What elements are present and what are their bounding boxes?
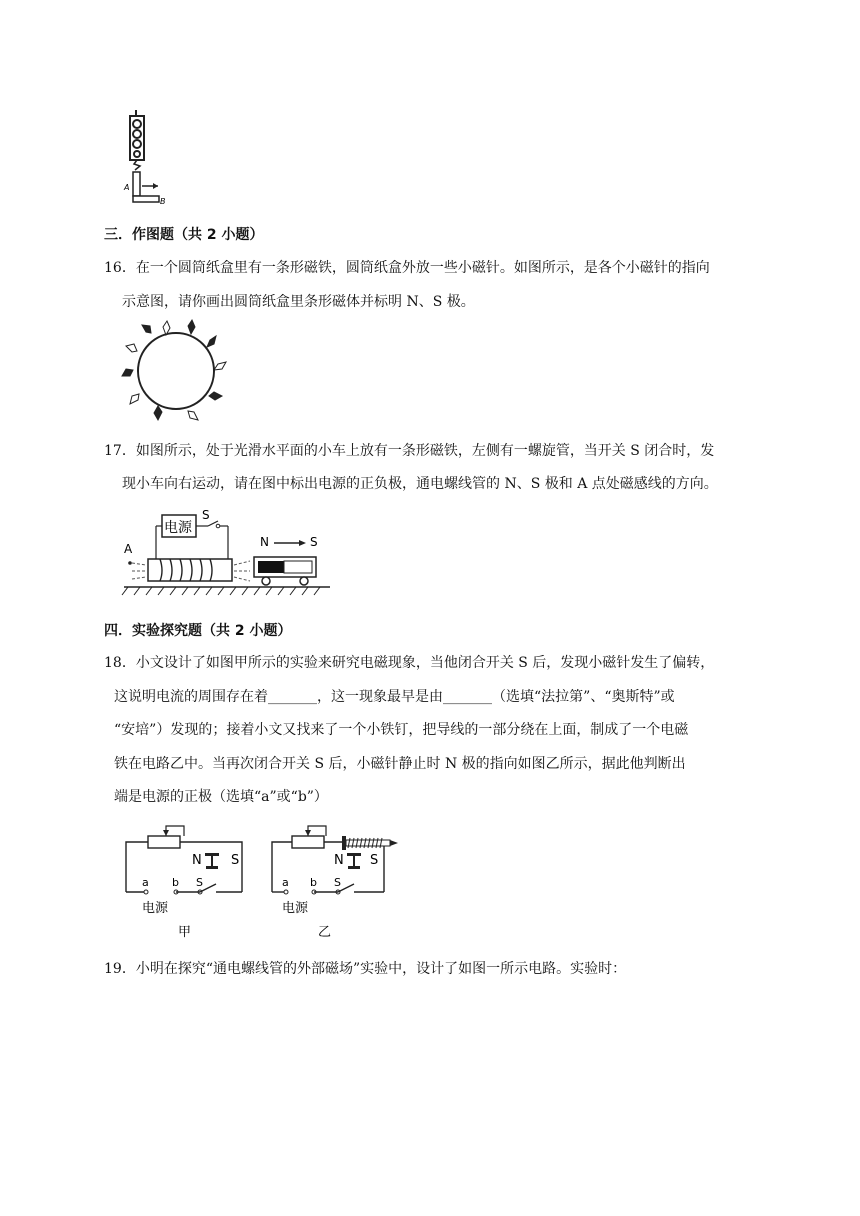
caption-jia: 甲 [178, 925, 192, 940]
terminal-a-label-yi: a [282, 876, 289, 889]
spring-label-b: B [160, 197, 166, 206]
switch-label: S [202, 508, 210, 522]
needle-s-label-yi: S [370, 853, 379, 868]
solenoid-cart-figure [118, 505, 334, 601]
spring-label-a: A [124, 183, 130, 192]
magnet-s-label: S [310, 535, 318, 549]
question-18-line-1: 18．小文设计了如图甲所示的实验来研究电磁现象，当他闭合开关 S 后，发现小磁针发生了偏转， [104, 655, 715, 671]
terminal-b-label-yi: b [310, 876, 317, 889]
needle-n-label: N [192, 853, 202, 868]
spring-balance-figure [118, 108, 178, 208]
needle-s-label: S [231, 853, 240, 868]
section-title-experiment: 四．实验探究题（共 2 小题） [104, 623, 292, 639]
question-18-line-5: 端是电源的正极（选填“a”或“b”） [114, 789, 328, 805]
power-source-label: 电源 [142, 901, 169, 916]
circuit-figure-yi [264, 816, 406, 942]
needle-n-label-yi: N [334, 853, 344, 868]
section-title-drawing: 三．作图题（共 2 小题） [104, 227, 264, 243]
compass-circle-figure [118, 318, 234, 424]
question-17-line-1: 17．如图所示，处于光滑水平面的小车上放有一条形磁铁，左侧有一螺旋管，当开关 S 闭合时，发 [104, 443, 715, 459]
power-label: 电源 [164, 520, 192, 536]
question-16-line-2: 示意图，请你画出圆筒纸盒里条形磁体并标明 N、S 极。 [122, 294, 475, 310]
caption-yi: 乙 [318, 925, 332, 940]
question-18-line-2: 这说明电流的周围存在着_______，这一现象最早是由_______（选填“法拉第”、“奥斯特”或 [114, 689, 675, 705]
point-a-label: A [124, 542, 133, 556]
terminal-b-label: b [172, 876, 179, 889]
switch-s-label: S [196, 876, 203, 889]
switch-s-label-yi: S [334, 876, 341, 889]
question-18-line-3: “安培”）发现的；接着小文又找来了一个小铁钉，把导线的一部分绕在上面，制成了一个电磁 [114, 722, 689, 738]
circuit-figure-jia [118, 816, 248, 942]
power-source-label-yi: 电源 [282, 901, 309, 916]
question-16-line-1: 16．在一个圆筒纸盒里有一条形磁铁，圆筒纸盒外放一些小磁针。如图所示，是各个小磁针的指向 [104, 260, 710, 276]
question-18-line-4: 铁在电路乙中。当再次闭合开关 S 后，小磁针静止时 N 极的指向如图乙所示，据此他判断出 [114, 756, 686, 772]
terminal-a-label: a [142, 876, 149, 889]
magnet-n-label: N [260, 535, 269, 549]
question-17-line-2: 现小车向右运动，请在图中标出电源的正负极，通电螺线管的 N、S 极和 A 点处磁感线的方向。 [122, 476, 718, 492]
question-19-line-1: 19．小明在探究“通电螺线管的外部磁场”实验中，设计了如图一所示电路。实验时： [104, 961, 627, 977]
